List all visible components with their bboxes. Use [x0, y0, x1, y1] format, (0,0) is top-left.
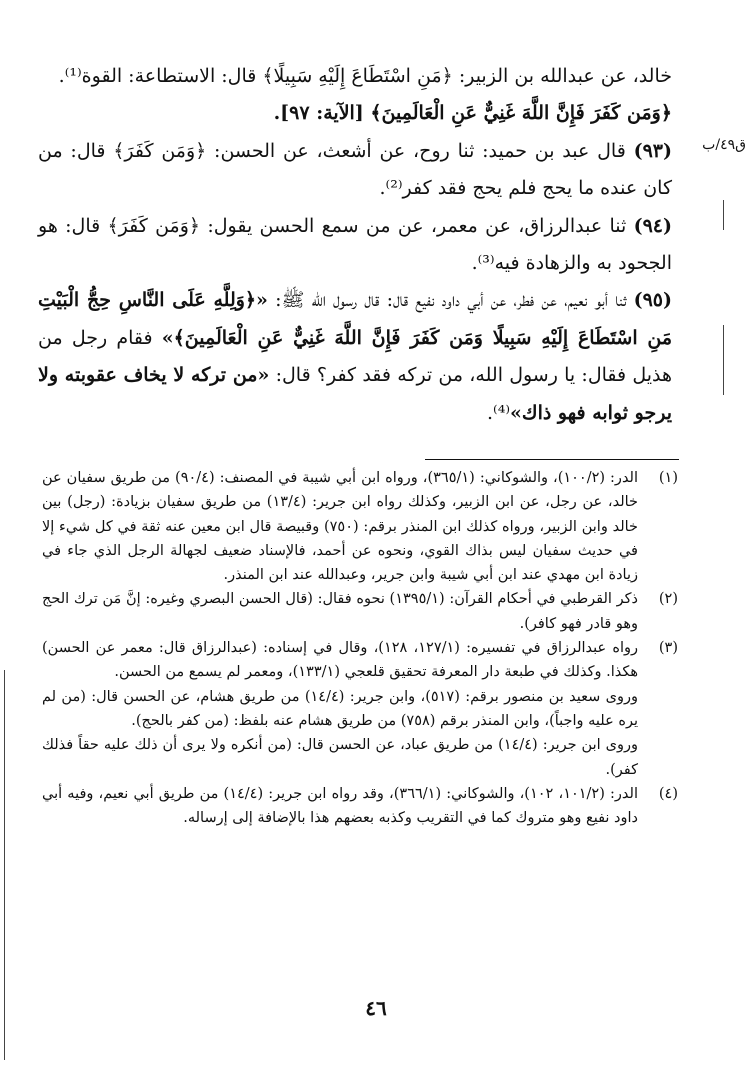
footnote-1: [42, 466, 678, 587]
footnote-2: [42, 587, 678, 636]
margin-mark: [723, 325, 724, 395]
footnote-number: (٣): [658, 640, 678, 657]
narration-number: (٩٣): [633, 139, 672, 162]
narration-number: (٩٥): [633, 289, 672, 312]
footnote-text: الدر: (١٠٠/٢)، والشوكاني: (٣٦٥/١)، ورواه ابن أبي شيبة في المصنف: (٩٠/٤) من طريق سفيان عن خالد، عن رجل، عن ابن الزبير، وكذلك رواه ابن جرير: (١٣/٤) من طريق سفيان بزيادة: (رجل) بين خالد وابن الزبير، ورواه كذلك ابن المنذر برقم: (٧٥٠) وقبيصة قال ابن معين عنه ثقة في كل شيء إلا في حديث سفيان ليس بذاك القوي، ونحوه عن أحمد، فالإسناد ضعيف لجهالة الرجل الذي جاء في زيادة ابن مهدي عند ابن أبي شيبة وابن جرير، وعبدالله عند ابن المنذر.: [42, 470, 638, 584]
narration-number: (٩٤): [633, 214, 672, 237]
footnote-ref: ⁽⁴⁾.: [487, 401, 511, 424]
narration-94: [38, 208, 672, 283]
footnote-4: [42, 782, 678, 831]
edge-mark: [4, 670, 5, 1060]
main-text: [38, 58, 672, 432]
footnote-3: [42, 636, 678, 685]
quran-verse: «﴿وَلِلَّهِ عَلَى النَّاسِ حِجُّ الْبَيْتِ مَنِ اسْتَطَاعَ إِلَيْهِ سَبِيلًا وَمَن كَفَرَ فَإِنَّ اللَّهَ غَنِيٌّ عَنِ الْعَالَمِينَ﴾»: [38, 289, 672, 349]
footnote-number: (١): [658, 470, 678, 486]
footnotes: [42, 466, 678, 830]
narration-text: ثنا أبو نعيم، عن فطر، عن أبي داود نفيع قال: قال رسول الله ﷺ:: [267, 289, 634, 312]
footnote-number: (٤): [658, 785, 678, 802]
footnote-text: رواه عبدالرزاق في تفسيره: (١٢٧/١، ١٢٨)، وقال في إسناده: (عبدالرزاق قال: معمر عن الحسن) هكذا. وكذلك في طبعة دار المعرفة تحقيق قلعجي (١٣٣/١)، ومعمر لم يسمع من الحسن.: [42, 640, 639, 681]
narration-text: فقام رجل من هذيل فقال: يا رسول الله، من تركه فقد كفر؟ قال:: [38, 326, 672, 387]
footnote-text: الدر: (١٠١/٢، ١٠٢)، والشوكاني: (٣٦٦/١)، وقد رواه ابن جرير: (١٤/٤) من طريق أبي نعيم، وفيه أبي داود نفيع وهو متروك كما في التقريب وكذبه بعضهم هذا بالإضافة إلى إرساله.: [42, 785, 638, 827]
narration-text: ثنا عبدالرزاق، عن معمر، عن من سمع الحسن يقول: ﴿وَمَن كَفَرَ﴾ قال: هو الجحود به والزهادة فيه⁽³⁾.: [38, 214, 672, 275]
margin-mark: [723, 200, 724, 230]
footnote-text: ذكر القرطبي في أحكام القرآن: (١٣٩٥/١) نحوه فقال: (قال الحسن البصري وغيره: إنَّ مَن ترك الحج وهو قادر فهو كافر).: [42, 591, 638, 632]
paragraph-1: خالد، عن عبدالله بن الزبير: ﴿مَنِ اسْتَطَاعَ إِلَيْهِ سَبِيلًا﴾ قال: الاستطاعة: القوة⁽¹⁾.: [58, 65, 672, 87]
page-number: ٤٦: [365, 996, 387, 1020]
footnote-3-continuation: وروى سعيد بن منصور برقم: (٥١٧)، وابن جرير: (١٤/٤) من طريق هشام، عن الحسن قال: (من لم يره عليه واجباً)، وابن المنذر برقم (٧٥٨) من طريق هشام عنه بلفظ: (من كفر بالحج).: [42, 688, 639, 729]
footnote-number: (٢): [658, 591, 678, 608]
manuscript-folio-note: ق٤٩/ب: [702, 137, 746, 153]
footnote-3-continuation: وروى ابن جرير: (١٤/٤) من طريق عباد، عن الحسن قال: (من أنكره ولا يرى أن ذلك عليه حقاً فذلك كفر).: [42, 737, 639, 778]
narration-text: قال عبد بن حميد: ثنا روح، عن أشعث، عن الحسن: ﴿وَمَن كَفَرَ﴾ قال: من كان عنده ما يحج فلم يحج فقد كفر⁽²⁾.: [38, 139, 672, 200]
footnote-separator: [425, 459, 679, 460]
hadith-text: «من تركه لا يخاف عقوبته ولا يرجو ثوابه فهو ذاك»: [38, 364, 672, 424]
narration-95: [38, 282, 672, 432]
verse-paragraph: ﴿وَمَن كَفَرَ فَإِنَّ اللَّهَ غَنِيٌّ عَنِ الْعَالَمِينَ﴾ [الآية: ٩٧].: [273, 102, 672, 125]
narration-93: [38, 133, 672, 208]
